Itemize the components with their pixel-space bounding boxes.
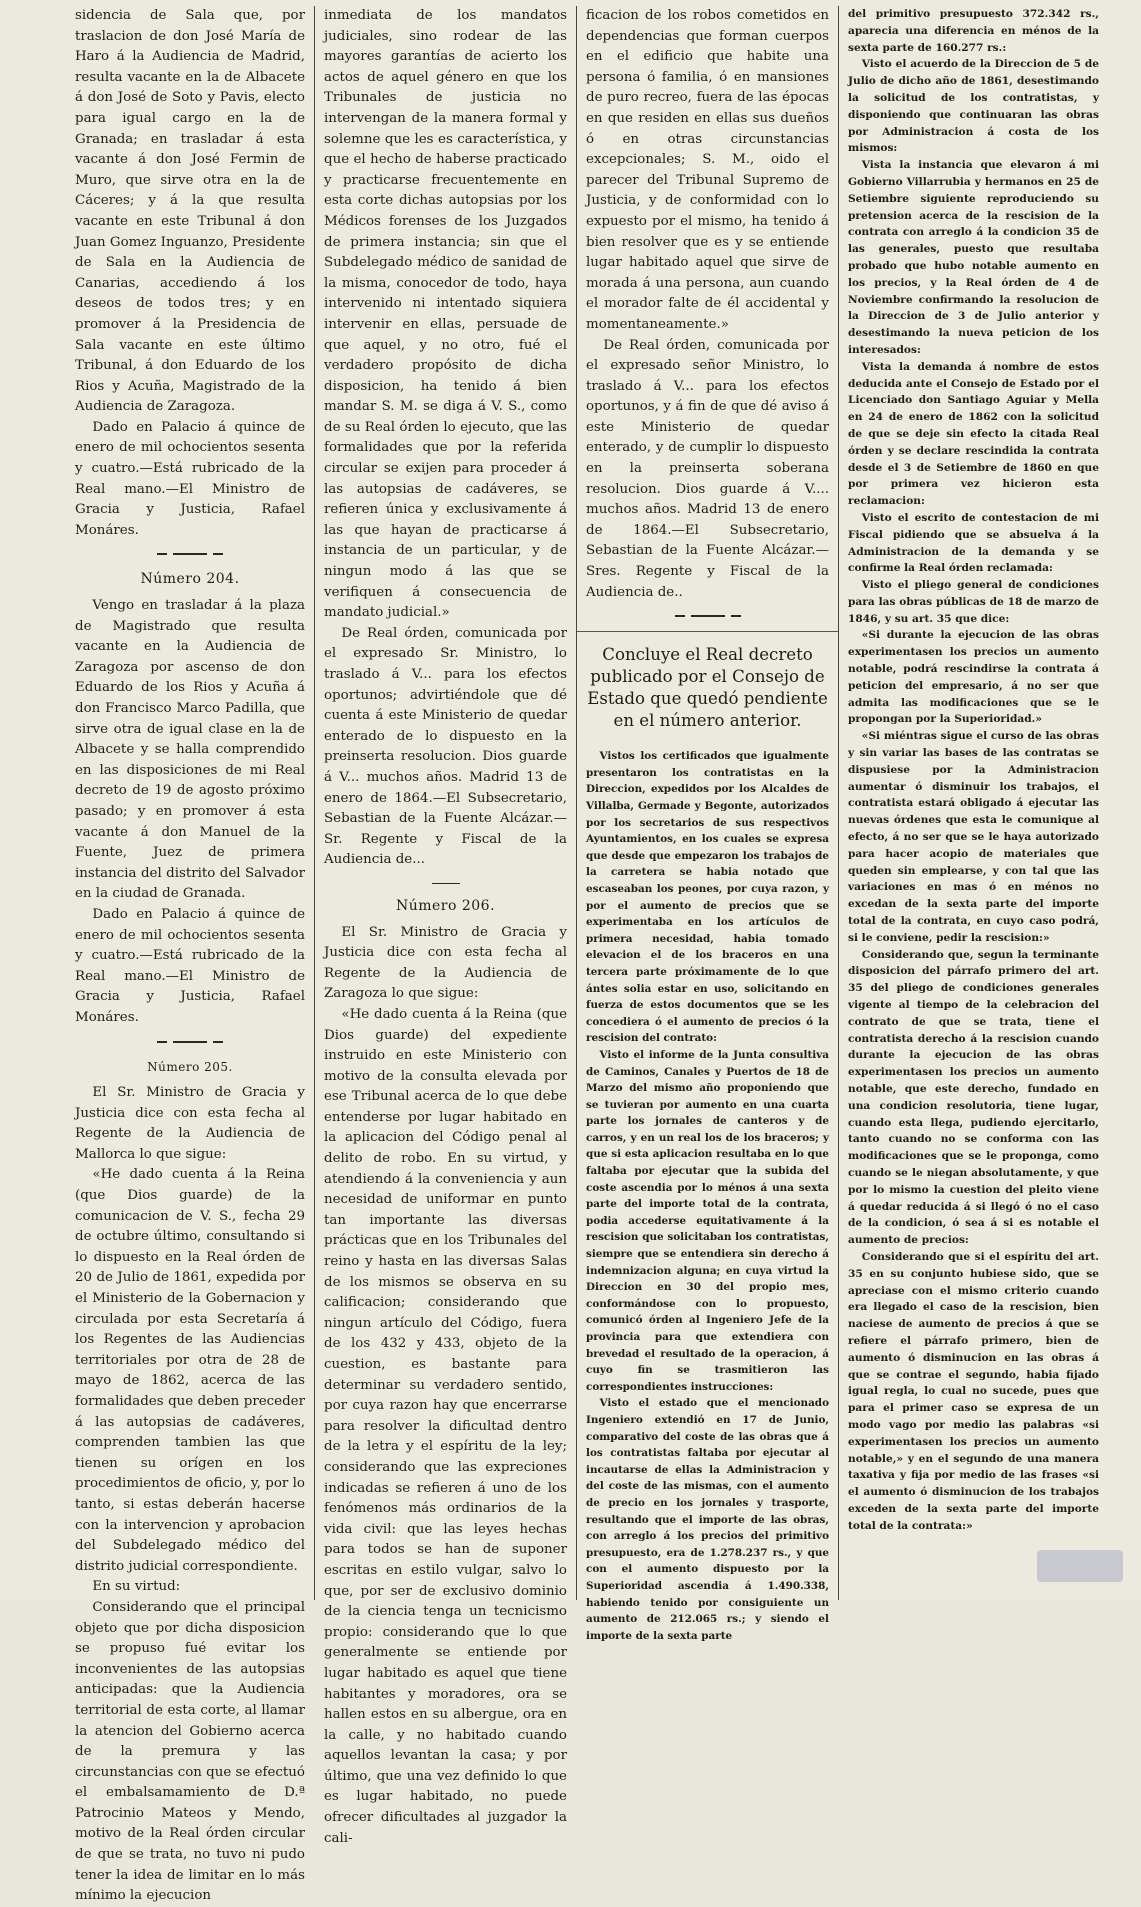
paragraph: «He dado cuenta á la Reina (que Dios guarde) de la comunicacion de V. S., fecha 29 de octubre último, consultando si lo dispuesto en la Real órden de 20 de Julio de 1861, expedida por el Ministerio de la Gobernacion y circulada por esta Secretaría á los Regentes de las Audiencias territoriales por otra de 28 de mayo de 1862, acerca de las formalidades que deben preceder á las autopsias de cadáveres, comprenden tambien las que tienen su orígen en los procedimientos de oficio, y, por lo tanto, si estas deberán hacerse con la intervencion y aprobacion del Subdelegado médico del distrito judicial correspondiente.: [75, 1167, 305, 1574]
paragraph: «He dado cuenta á la Reina (que Dios guarde) del expediente instruido en este Ministerio con motivo de la consulta elevada por ese Tribunal acerca de lo que debe entenderse por lugar habitado en la aplicacion del Código penal al delito de robo. En su virtud, y atendiendo á la conveniencia y aun necesidad de uniformar en punto tan importante las diversas prácticas que en los Tribunales del reino y hasta en las diversas Salas de los mismos se observa en su calificacion; considerando que ningun artículo del Código, fuera de los 432 y 433, objeto de la cuestion, es bastante para determinar su verdadero sentido, por cuya razon hay que encerrarse para resolver la dificultad dentro de la letra y el espíritu de la ley; considerando que las expreciones indicadas se refieren á uno de los fenómenos más ordinarios de la vida civil: que las leyes hechas para todos se han de suponer escritas en estilo vulgar, salvo lo que, por ser de exclusivo dominio de la ciencia tenga un tecnicismo propio: considerando que lo que generalmente se entiende por lugar habitado es aquel que tiene habitantes y moradores, ora se hallen estos en su albergue, ora en la calle, y no habitado cuando aquellos levantan la casa; y por último, que una vez definido lo que es lugar habitado, no puede ofrecer dificultades al juzgador la cali-: [324, 1006, 567, 1846]
paragraph: Visto el estado que el mencionado Ingeniero extendió en 17 de Junio, comparativo del coste de las obras que á los contratistas faltaba por ejecutar al incautarse de ellas la Administracion y del coste de las mismas, con el aumento de precio en los jornales y trasporte, resultando que el importe de las obras, con arreglo á los precios del primitivo presupuesto, era de 1.278.237 rs., y que con el aumento dispuesto por la Superioridad ascendia á 1.490.338, habiendo tenido por consiguiente un aumento de 212.065 rs.; y siendo el importe de la sexta parte: [586, 1397, 829, 1642]
column-4: [838, 6, 1108, 1600]
paragraph: Vistos los certificados que igualmente presentaron los contratistas en la Direccion, expedidos por los Alcaldes de Villalba, Germade y Begonte, autorizados por los secretarios de sus respectivos Ayuntamientos, en los cuales se expresa que desde que empezaron los trabajos de la carretera se habia notado que escaseaban los peones, por cuya razon, y por el aumento de precios que se experimentaba en los artículos de primera necesidad, habia tomado elevacion el de los braceros en una tercera parte próximamente de lo que ántes solia estar en uso, solicitando en fuerza de estos documentos que se les concediera ó el aumento de precios ó la rescision del contrato:: [586, 750, 829, 1045]
column-1: [66, 6, 314, 1904]
paragraph: Vista la instancia que elevaron á mi Gobierno Villarrubia y hermanos en 25 de Setiembre siguiente reproduciendo su pretension acerca de la rescision de la contrata con arreglo á la condicion 35 de las generales, puesto que resultaba probado que hubo notable aumento en los precios, y la Real órden de 4 de Noviembre confirmando la resolucion de la Direccion de 3 de Julio anterior y desestimando la nueva peticion de los interesados:: [848, 159, 1099, 356]
paragraph: Considerando que, segun la terminante disposicion del párrafo primero del art. 35 del pliego de condiciones generales vigente al tiempo de la celebracion del contrato de que se trata, tiene el contratista derecho á la rescision cuando durante la ejecucion de las obras experimentasen los precios un aumento notable, que este derecho, fundado en una condicion resolutoria, tiene lugar, cuando esta llega, pudiendo ejercitarlo, tanto cuando no se conforma con las modificaciones que se le proponga, como cuando se le niegan absolutamente, y que por lo mismo la cuestion del pleito viene á quedar reducida á si llegó ó no el caso de la condicion, ó sea á si es notable el aumento de precios:: [848, 948, 1099, 1247]
paragraph: Visto el pliego general de condiciones para las obras públicas de 18 de marzo de 1846, y su art. 35 que dice:: [848, 579, 1099, 625]
separator: [173, 553, 207, 555]
paragraph: inmediata de los mandatos judiciales, sino rodear de las mayores garantías de acierto los actos de aquel género en que los Tribunales de justicia no intervengan de la manera formal y solemne que les es característica, y que el hecho de haberse practicado y practicarse frecuentemente en esta corte dichas autopsias por los Médicos forenses de los Juzgados de primera instancia; sin que el Subdelegado médico de sanidad de la misma, conocedor de todo, haya intervenido ni intentado siquiera intervenir en ellas, persuade de que aquel, y no otro, fué el verdadero propósito de dicha disposicion, ha tenido á bien mandar S. M. se diga á V. S., como de su Real órden lo ejecuto, que las formalidades que por la referida circular se exijen para proceder á las autopsias de cadáveres, se refieren única y exclusivamente á las que hayan de practicarse á instancia de un particular, y de ningun modo á las que se verifiquen á consecuencia de mandato judicial.»: [324, 8, 567, 621]
section-heading-204: Número 204.: [140, 571, 240, 588]
column-2: [314, 6, 576, 1846]
boxed-headline: Concluye el Real decreto publicado por el Consejo de Estado que quedó pendiente en el número anterior.: [577, 631, 838, 736]
paragraph: Visto el informe de la Junta consultiva de Caminos, Canales y Puertos de 18 de Marzo del mismo año proponiendo que se tuvieran por aumento en una cuarta parte los jornales de canteros y de carros, y en un real los de los braceros; y que si esta aplicacion resultaba en lo que faltaba por ejecutar que la subida del coste ascendia por lo ménos á una sexta parte del importe total de la contrata, podia accederse equitativamente á la rescision que solicitaban los contratistas, siempre que se entendiera sin derecho á indemnizacion alguna; en cuya virtud la Direccion en 30 del propio mes, conformándose con lo propuesto, comunicó órden al Ingeniero Jefe de la provincia para que extendiera con brevedad el resultado de la operacion, á cuyo fin se trasmitieron las correspondientes instrucciones:: [586, 1048, 829, 1393]
paragraph: Vista la demanda á nombre de estos deducida ante el Consejo de Estado por el Licenciado don Santiago Aguiar y Mella en 24 de enero de 1862 con la solicitud de que se deje sin efecto la citada Real órden y se declare rescindida la contrata desde el 3 de Setiembre de 1860 en que por primera vez hicieron esta reclamacion:: [848, 360, 1099, 508]
columns: [66, 6, 1127, 1904]
separator: [691, 615, 725, 617]
paragraph: Vengo en trasladar á la plaza de Magistrado que resulta vacante en la Audiencia de Zaragoza por ascenso de don Eduardo de los Rios y Acuña á don Francisco Marco Padilla, que sirve otra de igual clase en la de Albacete y se halla comprendido en las disposiciones de mi Real decreto de 19 de agosto próximo pasado; y en promover á esta vacante á don Manuel de la Fuente, Juez de primera instancia del distrito del Salvador en la ciudad de Granada.: [75, 598, 305, 902]
paragraph: Dado en Palacio á quince de enero de mil ochocientos sesenta y cuatro.—Está rubricado de la Real mano.—El Ministro de Gracia y Justicia, Rafael Monáres.: [75, 419, 305, 538]
library-stamp: [1037, 1550, 1123, 1582]
section-heading-206: Número 206.: [395, 897, 496, 914]
column-3: [576, 6, 838, 1642]
section-heading-205: Número 205.: [147, 1059, 233, 1074]
paragraph: De Real órden, comunicada por el expresado Sr. Ministro, lo traslado á V... para los efectos oportunos; advirtiéndole que dé cuenta á este Ministerio de quedar enterado de lo dispuesto en la preinserta resolucion. Dios guarde á V... muchos años. Madrid 13 de enero de 1864.—El Subsecretario, Sebastian de la Fuente Alcázar.—Sr. Regente y Fiscal de la Audiencia de...: [324, 625, 567, 868]
paragraph: El Sr. Ministro de Gracia y Justicia dice con esta fecha al Regente de la Audiencia de Mallorca lo que sigue:: [75, 1085, 305, 1162]
paragraph: del primitivo presupuesto 372.342 rs., aparecia una diferencia en ménos de la sexta parte de 160.277 rs.:: [848, 8, 1099, 54]
paragraph: El Sr. Ministro de Gracia y Justicia dice con esta fecha al Regente de la Audiencia de Zaragoza lo que sigue:: [324, 924, 567, 1002]
paragraph: Visto el acuerdo de la Direccion de 5 de Julio de dicho año de 1861, desestimando la solicitud de los contratistas, y disponiendo que continuaran las obras por Administracion á costa de los mismos:: [848, 58, 1099, 155]
separator: [432, 883, 460, 884]
paragraph: Visto el escrito de contestacion de mi Fiscal pidiendo que se absuelva á la Administracion de la demanda y se confirme la Real órden reclamada:: [848, 511, 1099, 575]
paragraph: En su virtud:: [92, 1579, 181, 1595]
paragraph: «Si durante la ejecucion de las obras experimentasen los precios un aumento notable, podrá rescindirse la contrata á peticion del empresario, á no ser que admita las modificaciones que se le propongan por la Superioridad.»: [848, 629, 1099, 726]
paragraph: «Si miéntras sigue el curso de las obras y sin variar las bases de las contratas se dispusiese por la Administracion aumentar ó disminuir los trabajos, el contratista estará obligado á ejecutar las nuevas órdenes que esta le comunique al efecto, á no ser que se le haya autorizado para hacer acopio de materiales que queden sin emplearse, y con tal que las variaciones en mas ó en ménos no excedan de la sexta parte del importe total de la contrata, en cuyo caso podrá, si le conviene, pedir la rescision:»: [848, 730, 1099, 944]
paragraph: De Real órden, comunicada por el expresado señor Ministro, lo traslado á V... para los efectos oportunos, y á fin de que dé aviso á este Ministerio de quedar enterado, y de cumplir lo dispuesto en la preinserta soberana resolucion. Dios guarde á V.... muchos años. Madrid 13 de enero de 1864.—El Subsecretario, Sebastian de la Fuente Alcázar.—Sres. Regente y Fiscal de la Audiencia de..: [586, 337, 829, 600]
paragraph: ficacion de los robos cometidos en dependencias que forman cuerpos en el edificio que habite una persona ó familia, ó en mansiones de puro recreo, fuera de las épocas en que residen en ellas sus dueños ó en otras circunstancias excepcionales; S. M., oido el parecer del Tribunal Supremo de Justicia, y de conformidad con lo expuesto por el mismo, ha tenido á bien resolver que es y se entiende lugar habitado aquel que sirve de morada á una persona, aun cuando el morador falte de él accidental y momentaneamente.»: [586, 8, 829, 332]
paragraph: sidencia de Sala que, por traslacion de don José María de Haro á la Audiencia de Madrid, resulta vacante en la de Albacete á don José de Soto y Pavis, electo para igual cargo en la de Granada; en trasladar á esta vacante á don José Fermin de Muro, que sirve otra en la de Cáceres; y á la que resulta vacante en este Tribunal á don Juan Gomez Inguanzo, Presidente de Sala en la Audiencia de Canarias, accediendo á los deseos de todos tres; y en promover á la Presidencia de Sala vacante en este último Tribunal, á don Eduardo de los Rios y Acuña, Magistrado de la Audiencia de Zaragoza.: [75, 8, 305, 415]
separator: [173, 1041, 207, 1043]
paragraph: Dado en Palacio á quince de enero de mil ochocientos sesenta y cuatro.—Está rubricado de la Real mano.—El Ministro de Gracia y Justicia, Rafael Monáres.: [75, 906, 305, 1025]
paragraph: Considerando que si el espíritu del art. 35 en su conjunto hubiese sido, que se apreciase con el mismo criterio cuando era llegado el caso de la rescision, bien naciese de aumento de precios á que se refiere el párrafo primero, bien de aumento ó disminucion en las obras á que se contrae el segundo, habia fijado igual regla, lo cual no sucede, pues que para el primer caso se expresa de un modo vago por medio las palabras «si experimentasen los precios un aumento notable,» y en el segundo de una manera taxativa y fija por medio de las frases «si el aumento ó disminucion de los trabajos exceden de la sexta parte del importe total de la contrata:»: [848, 1250, 1099, 1532]
paragraph: Considerando que el principal objeto que por dicha disposicion se propuso fué evitar los inconvenientes de las autopsias anticipadas: que la Audiencia territorial de esta corte, al llamar la atencion del Gobierno acerca de la premura y las circunstancias con que se efectuó el embalsamamiento de D.ª Patrocinio Mateos y Mendo, motivo de la Real órden circular de que se trata, no tuvo ni pudo tener la idea de limitar en lo más mínimo la ejecucion: [75, 1599, 305, 1904]
